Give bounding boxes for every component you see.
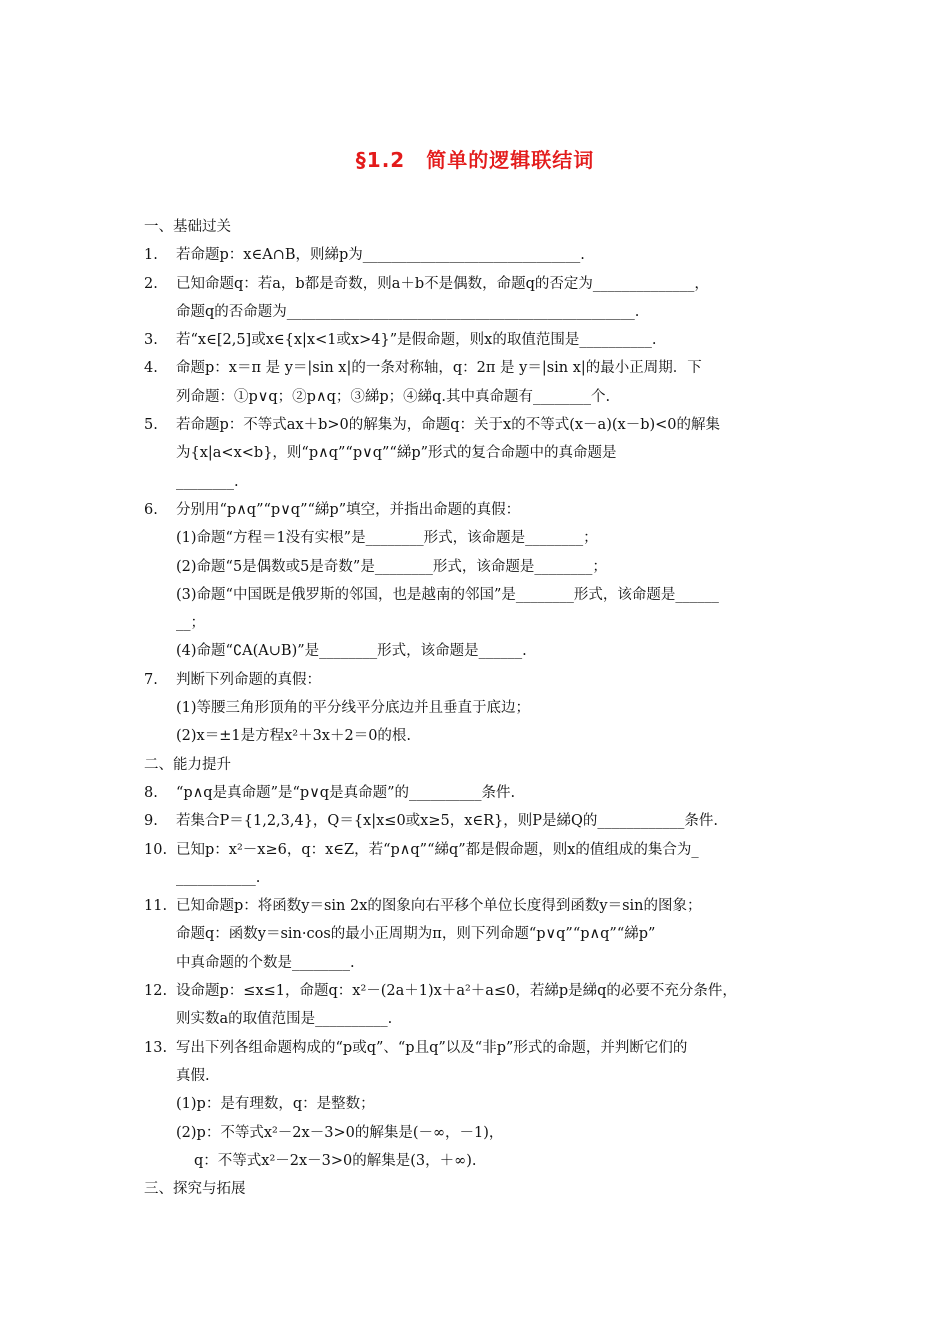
question-13-cont: 真假. — [176, 1067, 210, 1084]
question-number: 7. — [144, 671, 158, 688]
section-heading: 一、基础过关 — [144, 219, 231, 235]
question-6-part-3: (3)命题“中国既是俄罗斯的邻国，也是越南的邻国”是________形式，该命题是______ — [176, 586, 719, 603]
question-number: 13. — [144, 1039, 168, 1056]
question-11-cont: 中真命题的个数是________. — [176, 954, 355, 971]
question-6 — [144, 496, 814, 524]
question-text: 命题p：x＝π 是 y＝|sin x|的一条对称轴，q：2π 是 y＝|sin x|的最小正周期．下 — [176, 360, 702, 377]
question-text: 若“x∈[2,5]或x∈{x|x<1或x>4}”是假命题，则x的取值范围是__________. — [176, 332, 657, 349]
question-13-part-1: (1)p：是有理数，q：是整数； — [176, 1096, 375, 1113]
question-2 — [144, 270, 814, 298]
question-number: 11. — [144, 898, 168, 915]
question-text: “p∧q是真命题”是“p∨q是真命题”的__________条件. — [176, 784, 516, 801]
question-13-part-2: (2)p：不等式x²－2x－3>0的解集是(－∞，－1)， — [176, 1124, 504, 1141]
question-11-cont: 命题q：函数y＝sin·cos的最小正周期为π，则下列命题“p∨q”“p∧q”“綈p” — [176, 926, 656, 943]
page-title: §1.2 简单的逻辑联结词 — [355, 148, 595, 172]
question-text: 已知命题q：若a，b都是奇数，则a＋b不是偶数，命题q的否定为______________， — [176, 275, 709, 292]
question-6-part-1: (1)命题“方程＝1没有实根”是________形式，该命题是________； — [176, 530, 598, 547]
question-text: 写出下列各组命题构成的“p或q”、“p且q”以及“非p”形式的命题，并判断它们的 — [176, 1039, 688, 1056]
question-7-part-1: (1)等腰三角形顶角的平分线平分底边并且垂直于底边； — [176, 700, 531, 717]
question-number: 10. — [144, 841, 168, 858]
question-text: 已知命题p：将函数y＝sin 2x的图象向右平移个单位长度得到函数y＝sin的图象； — [176, 898, 702, 915]
question-number: 8. — [144, 784, 158, 801]
question-number: 12. — [144, 983, 168, 1000]
question-number: 2. — [144, 275, 158, 292]
question-9 — [144, 807, 814, 835]
question-text: 分别用“p∧q”“p∨q”“綈p”填空，并指出命题的真假： — [176, 501, 521, 518]
question-text: 判断下列命题的真假： — [176, 671, 321, 688]
question-text: 已知p：x²－x≥6，q：x∈Z，若“p∧q”“綈q”都是假命题，则x的值组成的集合为_ — [176, 841, 699, 858]
question-number: 9. — [144, 813, 158, 830]
question-8 — [144, 779, 814, 807]
question-5-cont: 为{x|a<x<b}，则“p∧q”“p∨q”“綈p”形式的复合命题中的真命题是 — [176, 445, 617, 462]
question-13 — [144, 1034, 814, 1062]
question-text: 设命题p：≤x≤1，命题q：x²－(2a＋1)x＋a²＋a≤0，若綈p是綈q的必要不充分条件， — [176, 983, 737, 1000]
question-7-part-2: (2)x＝±1是方程x²＋3x＋2＝0的根. — [176, 728, 412, 745]
question-6-part-2: (2)命题“5是偶数或5是奇数”是________形式，该命题是________； — [176, 558, 607, 575]
question-7 — [144, 666, 814, 694]
question-number: 4. — [144, 360, 158, 377]
question-10-cont: ___________. — [176, 869, 261, 886]
question-10 — [144, 836, 814, 864]
question-5-blank: ________. — [176, 473, 239, 490]
question-13-part-2-cont: q：不等式x²－2x－3>0的解集是(3，＋∞). — [194, 1152, 477, 1169]
question-text: 若集合P＝{1,2,3,4}，Q＝{x|x≤0或x≥5，x∈R}，则P是綈Q的____________条件. — [176, 813, 719, 830]
question-12-cont: 则实数a的取值范围是__________. — [176, 1011, 393, 1028]
question-text: 若命题p：x∈A∩B，则綈p为______________________________. — [176, 247, 585, 264]
question-number: 3. — [144, 332, 158, 349]
question-number: 1. — [144, 247, 158, 264]
question-12 — [144, 977, 814, 1005]
question-5 — [144, 411, 814, 439]
question-1 — [144, 241, 814, 269]
section-heading: 三、探究与拓展 — [144, 1181, 246, 1198]
section-heading: 二、能力提升 — [144, 756, 231, 773]
question-4-cont: 列命题：①p∨q；②p∧q；③綈p；④綈q.其中真命题有________个. — [176, 388, 611, 405]
question-6-part-3-cont: __； — [176, 615, 205, 632]
question-3 — [144, 326, 814, 354]
exercise-body — [144, 213, 814, 1203]
question-number: 5. — [144, 417, 158, 434]
question-11 — [144, 892, 814, 920]
question-2-cont: 命题q的否命题为________________________________________________. — [176, 303, 640, 320]
question-number: 6. — [144, 501, 158, 518]
question-6-part-4: (4)命题“∁A(A∪B)”是________形式，该命题是______. — [176, 643, 527, 660]
question-text: 若命题p：不等式ax＋b>0的解集为，命题q：关于x的不等式(x－a)(x－b)<0的解集 — [176, 417, 721, 434]
question-4 — [144, 354, 814, 382]
